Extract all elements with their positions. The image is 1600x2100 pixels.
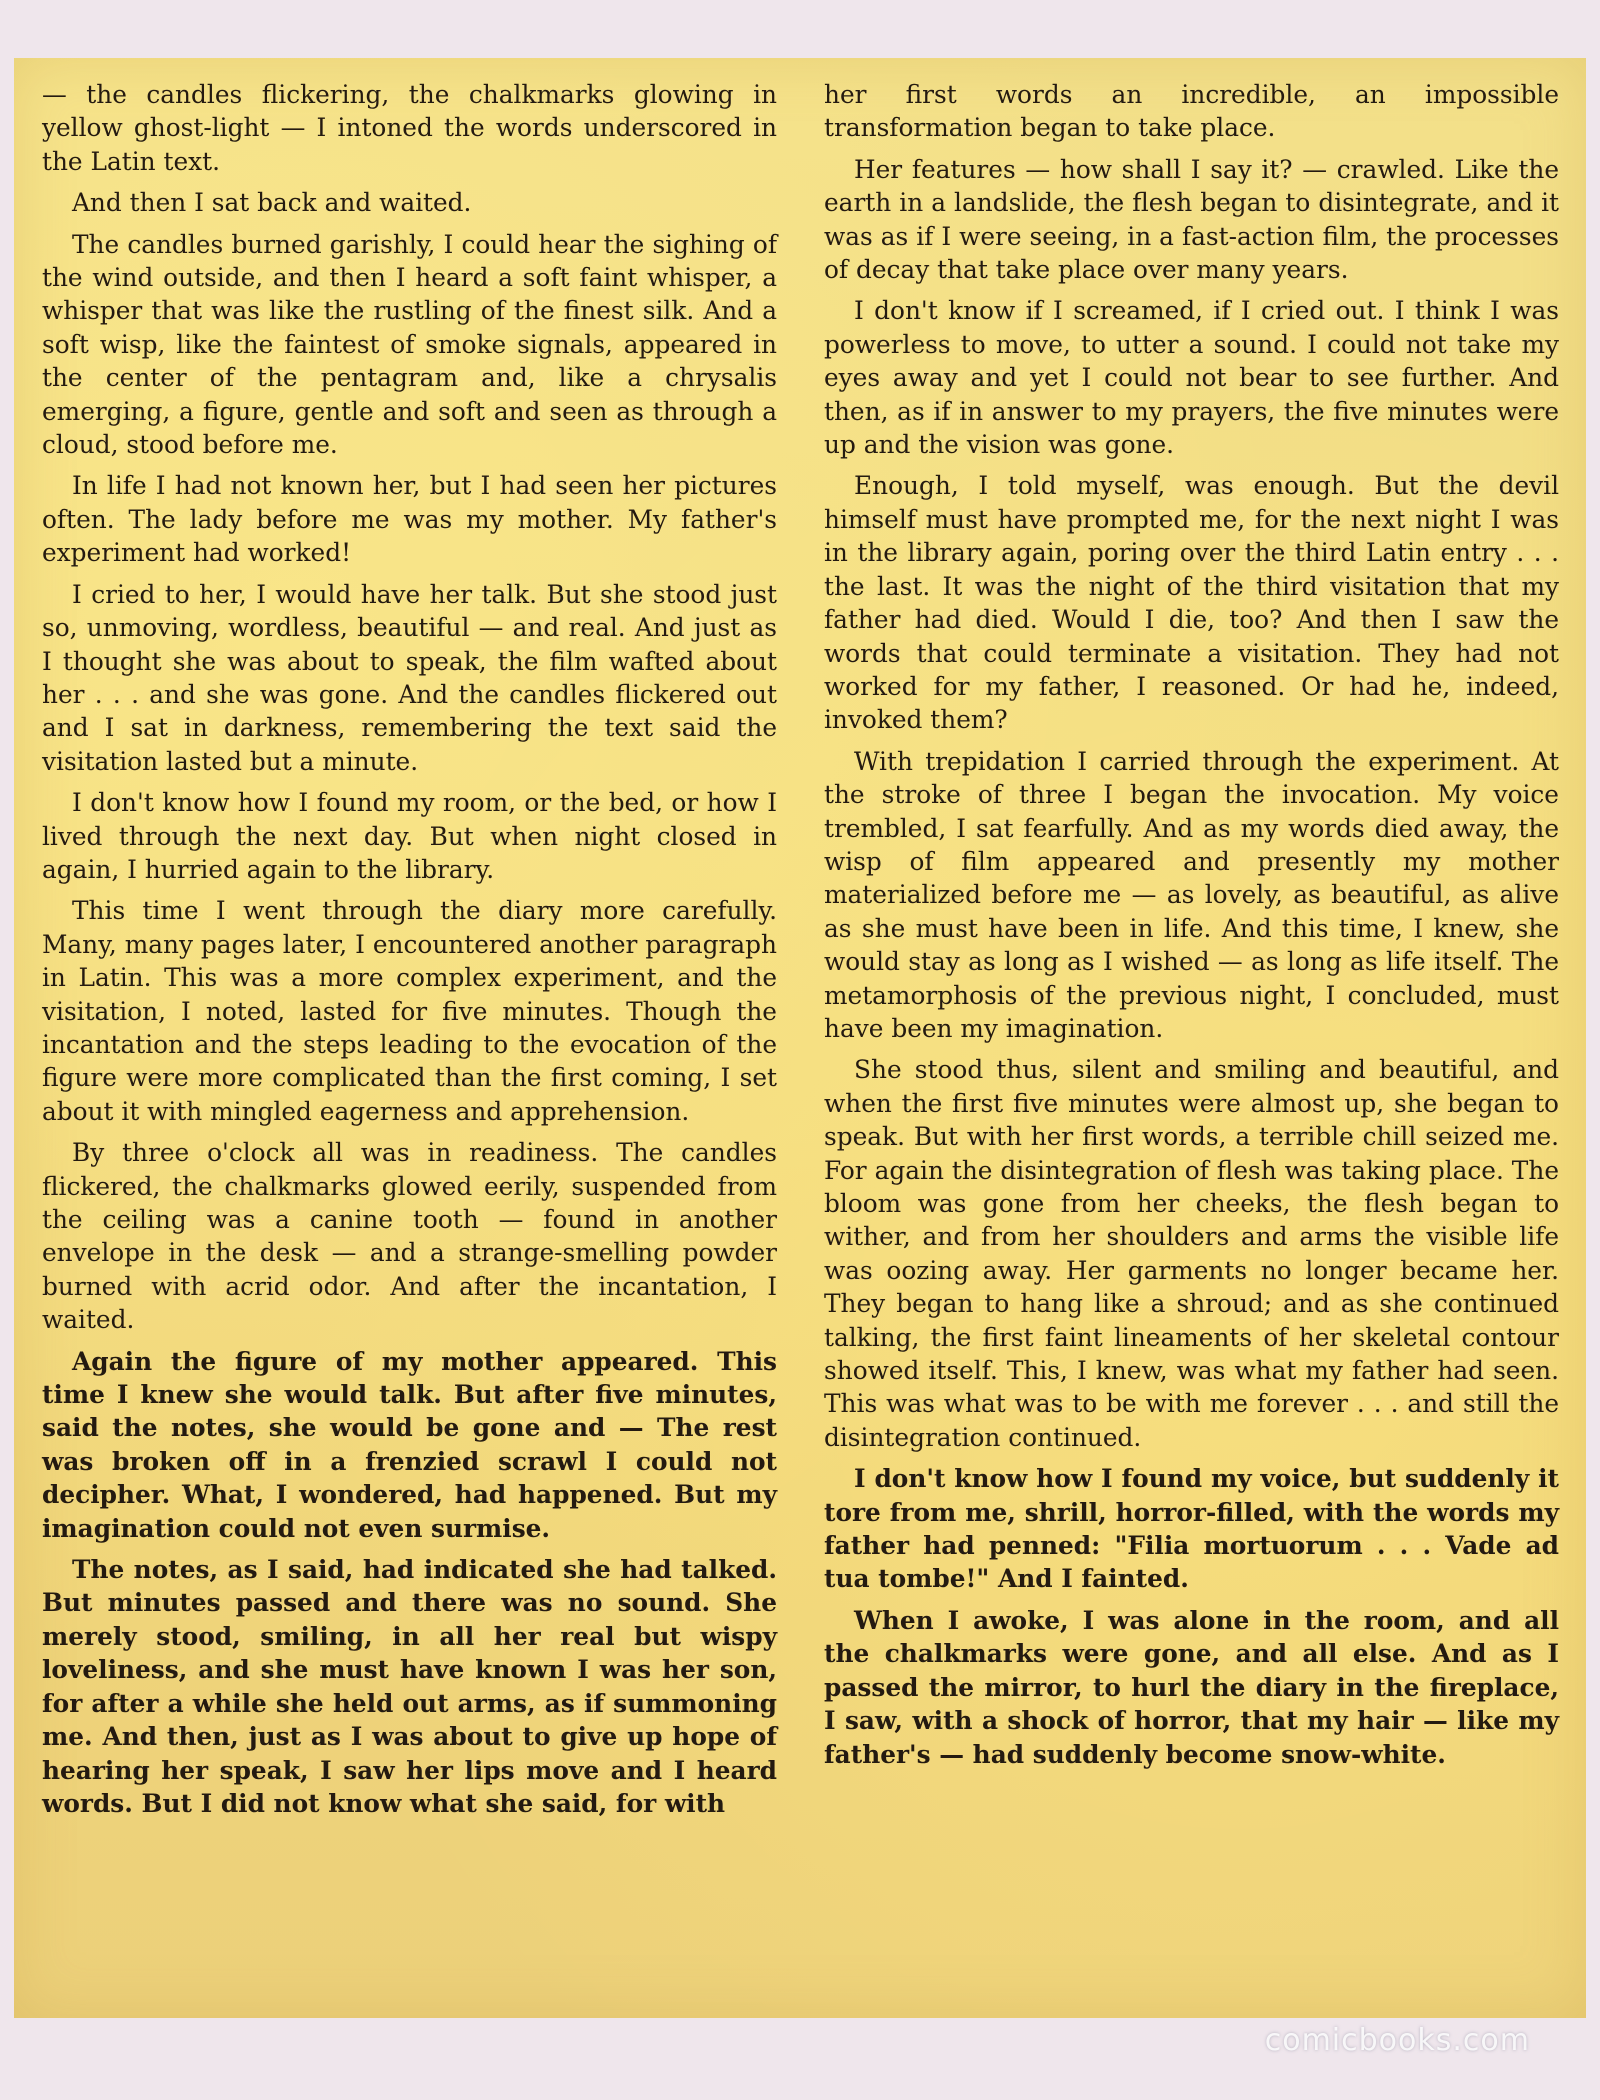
paragraph: — the candles flickering, the chalkmarks glowing in yellow ghost-light — I intoned the words underscored in the Latin text. xyxy=(42,80,777,176)
paragraph: When I awoke, I was alone in the room, and all the chalkmarks were gone, and all else. And as I passed the mirror, to hurl the diary in the fireplace, I saw, with a shock of horror, that my hair — like my father's — had suddenly become snow-white. xyxy=(824,1605,1559,1769)
paragraph: Enough, I told myself, was enough. But the devil himself must have prompted me, for the next night I was in the library again, poring over the third Latin entry . . . the last. It was the night of the third visitation that my father had died. Would I die, too? And then I saw the words that could terminate a visitation. They had not worked for my father, I reasoned. Or had he, indeed, invoked them? xyxy=(824,471,1559,735)
paragraph: I don't know how I found my voice, but suddenly it tore from me, shrill, horror-filled, with the words my father had penned: "Filia mortuorum . . . Vade ad tua tombe!" And I fainted. xyxy=(824,1464,1559,1594)
story-page xyxy=(14,58,1586,2018)
paragraph: I don't know if I screamed, if I cried out. I think I was powerless to move, to utter a sound. I could not take my eyes away and yet I could not bear to see further. And then, as if in answer to my prayers, the five minutes were up and the vision was gone. xyxy=(824,296,1559,460)
paragraph: The candles burned garishly, I could hear the sighing of the wind outside, and then I heard a soft faint whisper, a whisper that was like the rustling of the finest silk. And a soft wisp, like the faintest of smoke signals, appeared in the center of the pentagram and, like a chrysalis emerging, a figure, gentle and soft and seen as through a cloud, stood before me. xyxy=(42,229,777,460)
text-column-left xyxy=(42,78,777,1828)
text-column-right xyxy=(824,78,1559,1779)
paragraph: This time I went through the diary more carefully. Many, many pages later, I encountered another paragraph in Latin. This was a more complex experiment, and the visitation, I noted, lasted for five minutes. Though the incantation and the steps leading to the evocation of the figure were more complicated than the first coming, I set about it with mingled eagerness and apprehension. xyxy=(42,896,777,1126)
paragraph: In life I had not known her, but I had seen her pictures often. The lady before me was my mother. My father's experiment had worked! xyxy=(42,471,777,568)
paragraph: Her features — how shall I say it? — crawled. Like the earth in a landslide, the flesh began to disintegrate, and it was as if I were seeing, in a fast-action film, the processes of decay that take place over many years. xyxy=(824,154,1559,285)
paragraph: her first words an incredible, an impossible transformation began to take place. xyxy=(824,80,1559,143)
paragraph: By three o'clock all was in readiness. The candles flickered, the chalkmarks glowed eerily, suspended from the ceiling was a canine tooth — found in another envelope in the desk — and a strange-smelling powder burned with acrid odor. And after the incantation, I waited. xyxy=(42,1138,777,1335)
paragraph: I cried to her, I would have her talk. But she stood just so, unmoving, wordless, beautiful — and real. And just as I thought she was about to speak, the film wafted about her . . . and she was gone. And the candles flickered out and I sat in darkness, remembering the text said the visitation lasted but a minute. xyxy=(42,579,777,776)
paragraph: And then I sat back and waited. xyxy=(72,188,472,218)
paragraph: The notes, as I said, had indicated she had talked. But minutes passed and there was no sound. She merely stood, smiling, in all her real but wispy loveliness, and she must have known I was her son, for after a while she held out arms, as if summoning me. And then, just as I was about to give up hope of hearing her speak, I saw her lips move and I heard words. But I did not know what she said, for with xyxy=(42,1555,777,1818)
site-watermark: comicbooks.com xyxy=(1264,2023,1530,2058)
paragraph: She stood thus, silent and smiling and beautiful, and when the first five minutes were almost up, she began to speak. But with her first words, a terrible chill seized me. For again the disintegration of flesh was taking place. The bloom was gone from her cheeks, the flesh began to wither, and from her shoulders and arms the visible life was oozing away. Her garments no longer became her. They began to hang like a shroud; and as she continued talking, the first faint lineaments of her skeletal contour showed itself. This, I knew, was what my father had seen. This was what was to be with me forever . . . and still the disintegration continued. xyxy=(824,1055,1559,1452)
paragraph: Again the figure of my mother appeared. This time I knew she would talk. But after five minutes, said the notes, she would be gone and — The rest was broken off in a frenzied scrawl I could not decipher. What, I wondered, had happened. But my imagination could not even surmise. xyxy=(42,1346,777,1543)
paragraph: I don't know how I found my room, or the bed, or how I lived through the next day. But when night closed in again, I hurried again to the library. xyxy=(42,788,777,884)
paragraph: With trepidation I carried through the experiment. At the stroke of three I began the invocation. My voice trembled, I sat fearfully. And as my words died away, the wisp of film appeared and presently my mother materialized before me — as lovely, as beautiful, as alive as she must have been in life. And this time, I knew, she would stay as long as I wished — as long as life itself. The metamorphosis of the previous night, I concluded, must have been my imagination. xyxy=(824,746,1559,1043)
